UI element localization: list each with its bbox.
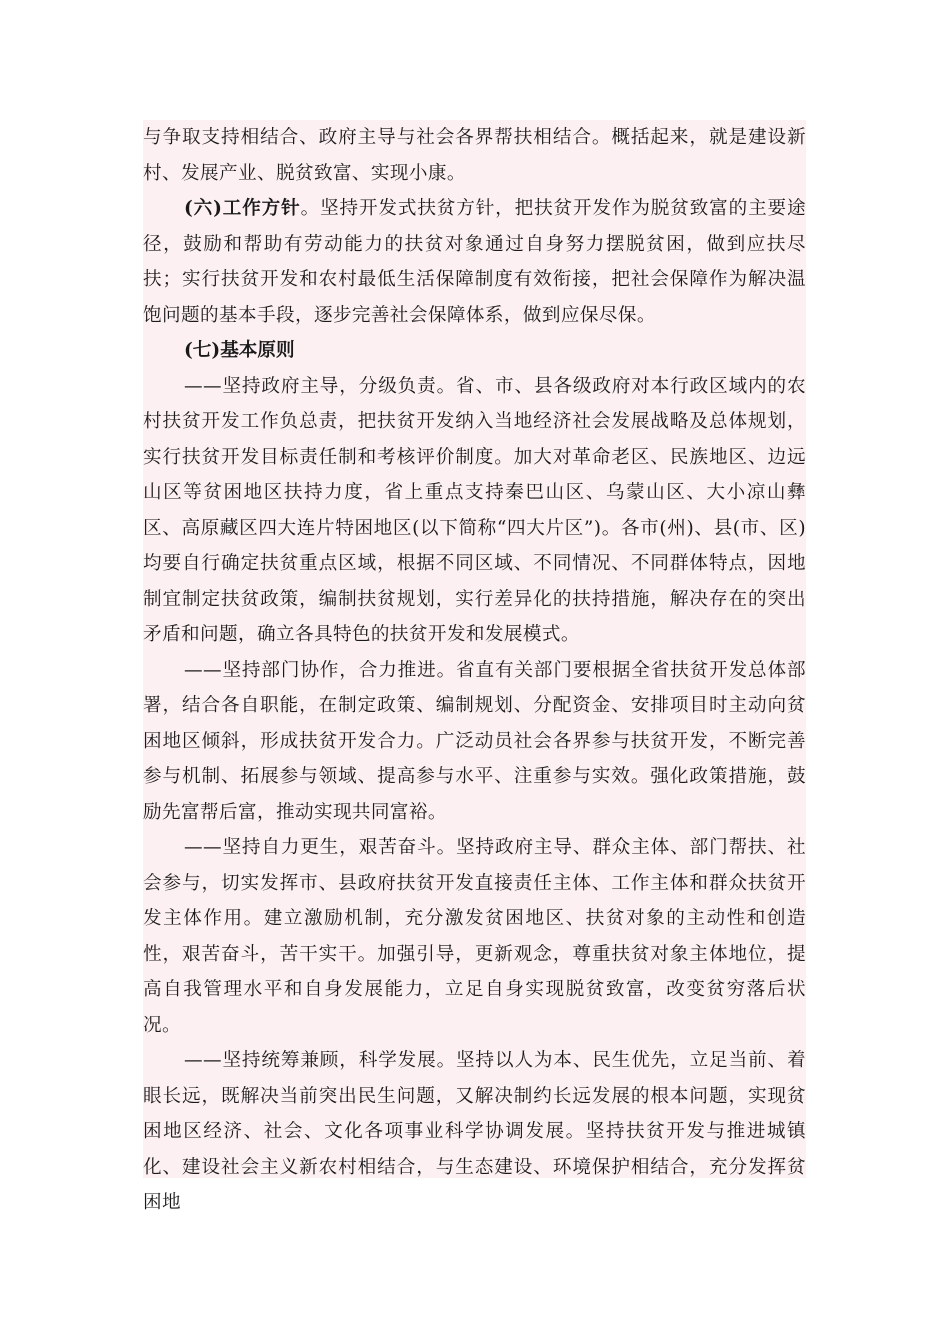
principle-paragraph-2: ——坚持部门协作，合力推进。省直有关部门要根据全省扶贫开发总体部署，结合各自职能，在制定政策、编制规划、分配资金、安排项目时主动向贫困地区倾斜，形成扶贫开发合力。广泛动员社会各界参与扶贫开发，不断完善参与机制、拓展参与领域、提高参与水平、注重参与实效。强化政策措施，鼓励先富帮后富，推动实现共同富裕。 bbox=[143, 659, 806, 823]
section-text-work-policy: 。坚持开发式扶贫方针，把扶贫开发作为脱贫致富的主要途径，鼓励和帮助有劳动能力的扶贫对象通过自身努力摆脱贫困，做到应扶尽扶；实行扶贫开发和农村最低生活保障制度有效衔接，把社会保障作为解决温饱问题的基本手段，逐步完善社会保障体系，做到应保尽保。 bbox=[143, 198, 806, 326]
section-heading-basic-principles: (七)基本原则 bbox=[184, 340, 295, 361]
paragraph-continuation: 与争取支持相结合、政府主导与社会各界帮扶相结合。概括起来，就是建设新村、发展产业、脱贫致富、实现小康。 bbox=[143, 127, 806, 184]
principle-paragraph-3: ——坚持自力更生，艰苦奋斗。坚持政府主导、群众主体、部门帮扶、社会参与，切实发挥市、县政府扶贫开发直接责任主体、工作主体和群众扶贫开发主体作用。建立激励机制，充分激发贫困地区、扶贫对象的主动性和创造性，艰苦奋斗，苦干实干。加强引导，更新观念，尊重扶贫对象主体地位，提高自我管理水平和自身发展能力，立足自身实现脱贫致富，改变贫穷落后状况。 bbox=[143, 837, 806, 1036]
principle-paragraph-4: ——坚持统筹兼顾，科学发展。坚持以人为本、民生优先，立足当前、着眼长远，既解决当前突出民生问题，又解决制约长远发展的根本问题，实现贫困地区经济、社会、文化各项事业科学协调发展。坚持扶贫开发与推进城镇化、建设社会主义新农村相结合，与生态建设、环境保护相结合，充分发挥贫困地 bbox=[143, 1050, 806, 1213]
paragraph-work-policy bbox=[143, 191, 806, 333]
principle-paragraph-1: ——坚持政府主导，分级负责。省、市、县各级政府对本行政区域内的农村扶贫开发工作负总责，把扶贫开发纳入当地经济社会发展战略及总体规划，实行扶贫开发目标责任制和考核评价制度。加大对革命老区、民族地区、边远山区等贫困地区扶持力度，省上重点支持秦巴山区、乌蒙山区、大小凉山彝区、高原藏区四大连片特困地区(以下简称“四大片区”)。各市(州)、县(市、区)均要自行确定扶贫重点区域，根据不同区域、不同情况、不同群体特点，因地制宜制定扶贫政策，编制扶贫规划，实行差异化的扶持措施，解决存在的突出矛盾和问题，确立各具特色的扶贫开发和发展模式。 bbox=[143, 375, 806, 645]
section-label-work-policy: (六)工作方针 bbox=[184, 198, 301, 219]
document-text-block bbox=[143, 120, 806, 1213]
